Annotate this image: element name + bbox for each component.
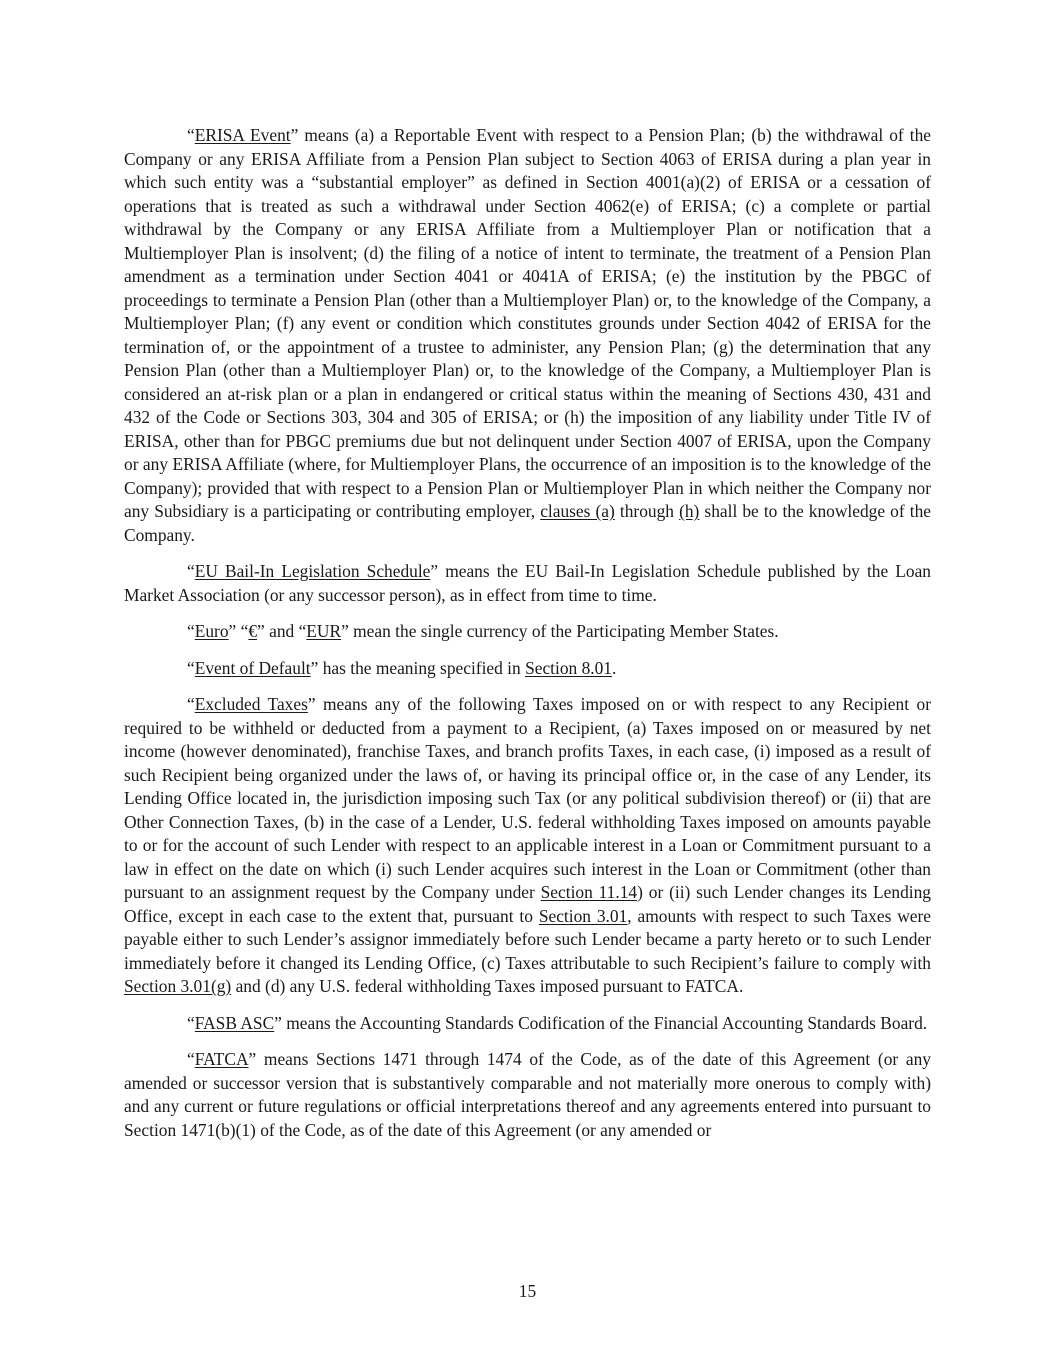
definition-excluded-taxes bbox=[124, 693, 931, 999]
definition-event-of-default bbox=[124, 657, 931, 681]
definition-text: ” mean the single currency of the Participating Member States. bbox=[341, 621, 779, 641]
definition-eu-bail-in bbox=[124, 560, 931, 607]
definition-euro bbox=[124, 620, 931, 644]
definition-text: . bbox=[612, 657, 617, 678]
definition-text: “ bbox=[187, 561, 195, 581]
document-page bbox=[124, 124, 931, 1155]
defined-term-event-of-default: Section 8.01 bbox=[525, 657, 613, 678]
definition-text: “ bbox=[187, 621, 195, 641]
definition-text: ” means the Accounting Standards Codification of the Financial Accounting Standards Board. bbox=[274, 1012, 928, 1033]
definition-text: shall be to the knowledge of the Company. bbox=[124, 501, 931, 545]
definition-text: “ bbox=[187, 657, 195, 678]
defined-term-euro: € bbox=[248, 621, 258, 641]
defined-term-fatca: FATCA bbox=[194, 1049, 249, 1069]
definition-text: ) or (ii) such Lender changes its Lending Office, except in each case to the extent that, pursuant to bbox=[124, 882, 931, 926]
defined-term-euro: EUR bbox=[306, 621, 342, 641]
definition-text: ” has the meaning specified in bbox=[310, 657, 526, 678]
definition-fasb-asc bbox=[124, 1012, 931, 1036]
defined-term-excluded-taxes: Section 3.01(g) bbox=[124, 976, 232, 996]
defined-term-event-of-default: Event of Default bbox=[194, 657, 311, 678]
definition-text: and (d) any U.S. federal withholding Taxes imposed pursuant to FATCA. bbox=[231, 976, 744, 996]
definition-text: “ bbox=[187, 1049, 195, 1069]
defined-term-erisa-event: ERISA Event bbox=[194, 125, 291, 145]
definition-text: , amounts with respect to such Taxes were payable either to such Lender’s assignor immediately before such Lender became a party hereto or to such Lender immediately before it changed its Lending Office, (c) Taxes attributable to such Recipient’s failure to comply with bbox=[124, 905, 931, 973]
defined-term-fasb-asc: FASB ASC bbox=[194, 1012, 275, 1033]
definition-text: “ bbox=[187, 1012, 195, 1033]
definition-fatca bbox=[124, 1048, 931, 1142]
defined-term-euro: Euro bbox=[194, 621, 229, 641]
defined-term-excluded-taxes: Section 11.14 bbox=[540, 882, 638, 902]
definition-text: ” means Sections 1471 through 1474 of the Code, as of the date of this Agreement (or any amended or successor version that is substantively comparable and not materially more onerous to comply with) and any current or future regulations or official interpretations thereof and any agreements entered into pursuant to Section 1471(b)(1) of the Code, as of the date of this Agreement (or any amended or bbox=[124, 1049, 931, 1140]
definition-text: ” and “ bbox=[257, 621, 307, 641]
definition-text: “ bbox=[187, 125, 195, 145]
definition-erisa-event bbox=[124, 124, 931, 547]
definitions-body bbox=[124, 124, 931, 1142]
defined-term-excluded-taxes: Section 3.01 bbox=[538, 905, 628, 926]
definition-text: ” means the EU Bail-In Legislation Schedule published by the Loan Market Association (or any successor person), as in effect from time to time. bbox=[124, 561, 931, 605]
defined-term-eu-bail-in: EU Bail-In Legislation Schedule bbox=[194, 561, 431, 581]
definition-text: through bbox=[614, 501, 680, 521]
defined-term-erisa-event: clauses (a) bbox=[540, 501, 615, 521]
definition-text: “ bbox=[187, 694, 195, 714]
page-number: 15 bbox=[518, 1281, 537, 1301]
defined-term-excluded-taxes: Excluded Taxes bbox=[194, 694, 308, 714]
definition-text: ” means (a) a Reportable Event with respect to a Pension Plan; (b) the withdrawal of the Company or any ERISA Affiliate from a Pension Plan subject to Section 4063 of ERISA during a plan year in which such entity was a “substantial employer” as defined in Section 4001(a)(2) of ERISA or a cessation of operations that is treated as such a withdrawal under Section 4062(e) of ERISA; (c) a complete or partial withdrawal by the Company or any ERISA Affiliate from a Multiemployer Plan or notification that a Multiemployer Plan is insolvent; (d) the filing of a notice of intent to terminate, the treatment of a Pension Plan amendment as a termination under Section 4041 or 4041A of ERISA; (e) the institution by the PBGC of proceedings to terminate a Pension Plan (other than a Multiemployer Plan) or, to the knowledge of the Company, a Multiemployer Plan; (f) any event or condition which constitutes grounds under Section 4042 of ERISA for the termination of, or the appointment of a trustee to administer, any Pension Plan; (g) the determination that any Pension Plan (other than a Multiemployer Plan) or, to the knowledge of the Company, a Multiemployer Plan is considered an at-risk plan or a plan in endangered or critical status within the meaning of Sections 430, 431 and 432 of the Code or Sections 303, 304 and 305 of ERISA; or (h) the imposition of any liability under Title IV of ERISA, other than for PBGC premiums due but not delinquent under Section 4007 of ERISA, upon the Company or any ERISA Affiliate (where, for Multiemployer Plans, the occurrence of an imposition is to the knowledge of the Company); provided that with respect to a Pension Plan or Multiemployer Plan in which neither the Company nor any Subsidiary is a participating or contributing employer, bbox=[124, 125, 931, 521]
definition-text: ” “ bbox=[228, 621, 249, 641]
definition-text: ” means any of the following Taxes imposed on or with respect to any Recipient or required to be withheld or deducted from a payment to a Recipient, (a) Taxes imposed on or measured by net income (however denominated), franchise Taxes, and branch profits Taxes, in each case, (i) imposed as a result of such Recipient being organized under the laws of, or having its principal office or, in the case of any Lender, its Lending Office located in, the jurisdiction imposing such Tax (or any political subdivision thereof) or (ii) that are Other Connection Taxes, (b) in the case of a Lender, U.S. federal withholding Taxes imposed on amounts payable to or for the account of such Lender with respect to an applicable interest in a Loan or Commitment pursuant to a law in effect on the date on which (i) such Lender acquires such interest in the Loan or Commitment (other than pursuant to an assignment request by the Company under bbox=[124, 694, 931, 902]
defined-term-erisa-event: (h) bbox=[679, 501, 700, 521]
